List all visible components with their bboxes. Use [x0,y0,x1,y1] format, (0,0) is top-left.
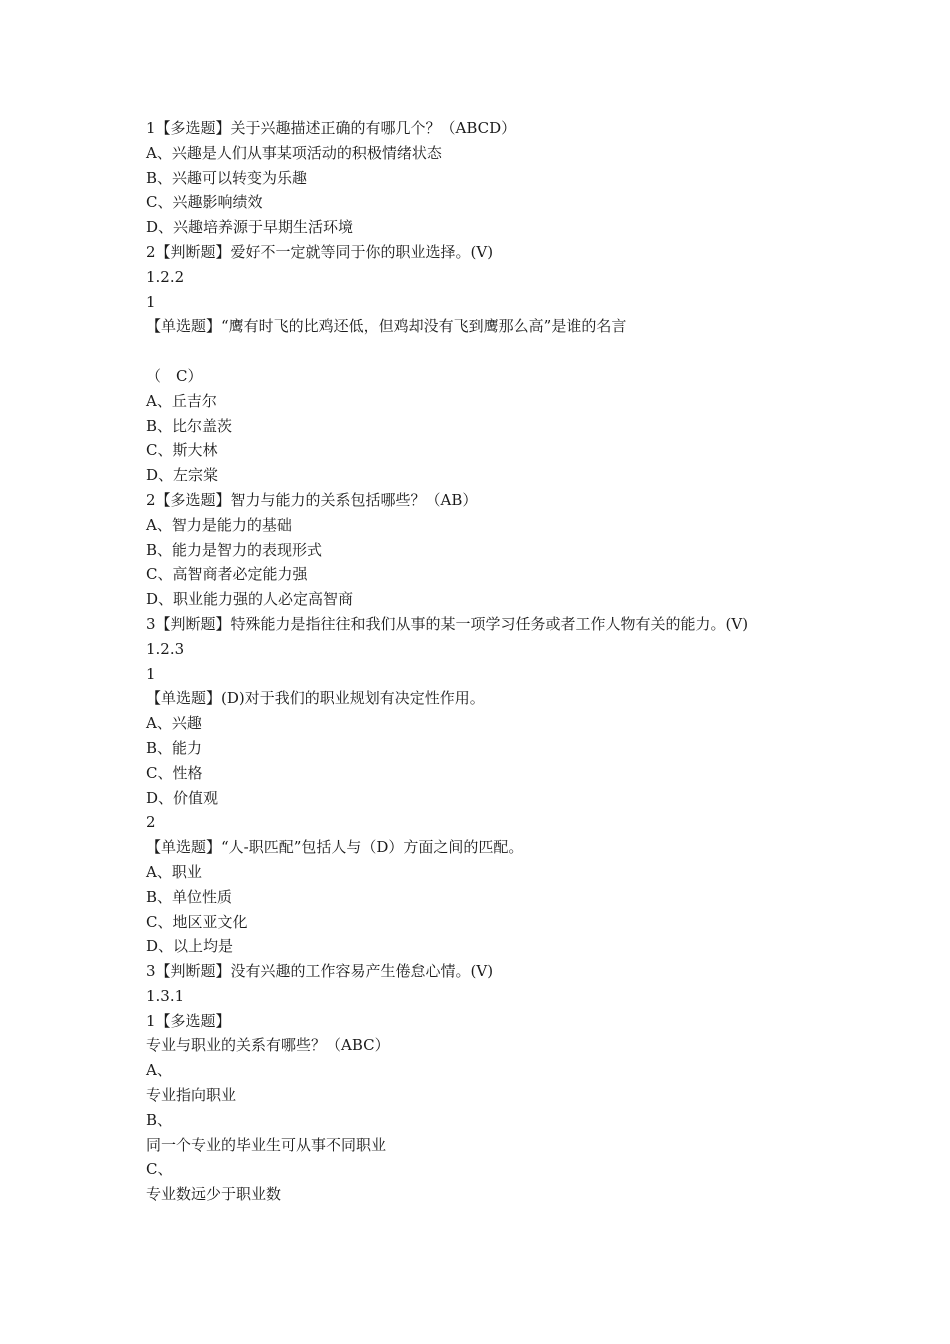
text-line: A、 [146,1061,172,1080]
text-line: 1.2.3 [146,639,185,658]
text-line: C、性格 [146,763,203,782]
text-line: 1.2.2 [146,267,185,286]
text-line: 1 [146,292,156,311]
text-line: 专业与职业的关系有哪些？（ABC） [146,1036,390,1055]
text-line: 2【判断题】爱好不一定就等同于你的职业选择。(V) [146,242,494,261]
text-line: B、单位性质 [146,887,233,906]
text-line: 【单选题】“人-职匹配”包括人与（D）方面之间的匹配。 [146,838,524,857]
text-line: 3【判断题】特殊能力是指往往和我们从事的某一项学习任务或者工作人物有关的能力。(V) [146,614,749,633]
text-line: A、职业 [146,862,202,881]
text-line: C、 [146,1160,173,1179]
document-body [146,116,846,1207]
text-line: 专业数远少于职业数 [146,1185,282,1204]
text-line: C、兴趣影响绩效 [146,193,263,212]
text-line: A、兴趣是人们从事某项活动的积极情绪状态 [146,143,442,162]
text-line: 2 [146,813,156,832]
text-line: 专业指向职业 [146,1086,237,1105]
text-line: B、兴趣可以转变为乐趣 [146,168,308,187]
text-line: （ C） [146,366,203,385]
text-line: 1【多选题】关于兴趣描述正确的有哪几个？（ABCD） [146,119,517,137]
text-line: C、高智商者必定能力强 [146,565,308,584]
text-line: 3【判断题】没有兴趣的工作容易产生倦怠心情。(V) [146,962,494,981]
text-line: D、职业能力强的人必定高智商 [146,590,354,609]
text-line: D、左宗棠 [146,466,219,485]
text-line: A、丘吉尔 [146,391,217,410]
text-line: A、智力是能力的基础 [146,515,292,534]
text-line: B、能力是智力的表现形式 [146,540,323,559]
text-line: C、斯大林 [146,441,218,460]
text-line: 1 [146,664,156,683]
text-line: B、比尔盖茨 [146,416,233,435]
text-line: 【单选题】“鹰有时飞的比鸡还低，但鸡却没有飞到鹰那么高”是谁的名言 [146,317,627,336]
text-line: A、兴趣 [146,714,202,733]
text-line: D、价值观 [146,788,219,807]
text-line: B、能力 [146,738,203,757]
text-line: D、以上均是 [146,937,234,956]
text-line: 【单选题】(D)对于我们的职业规划有决定性作用。 [146,689,485,708]
text-line [146,339,846,364]
text-line: 1【多选题】 [146,1011,231,1030]
text-line: D、兴趣培养源于早期生活环境 [146,218,354,237]
text-line: 同一个专业的毕业生可从事不同职业 [146,1135,387,1154]
text-line: B、 [146,1110,173,1129]
text-line: C、地区亚文化 [146,912,248,931]
text-line: 1.3.1 [146,986,185,1005]
text-line: 2【多选题】智力与能力的关系包括哪些？（AB） [146,490,478,509]
